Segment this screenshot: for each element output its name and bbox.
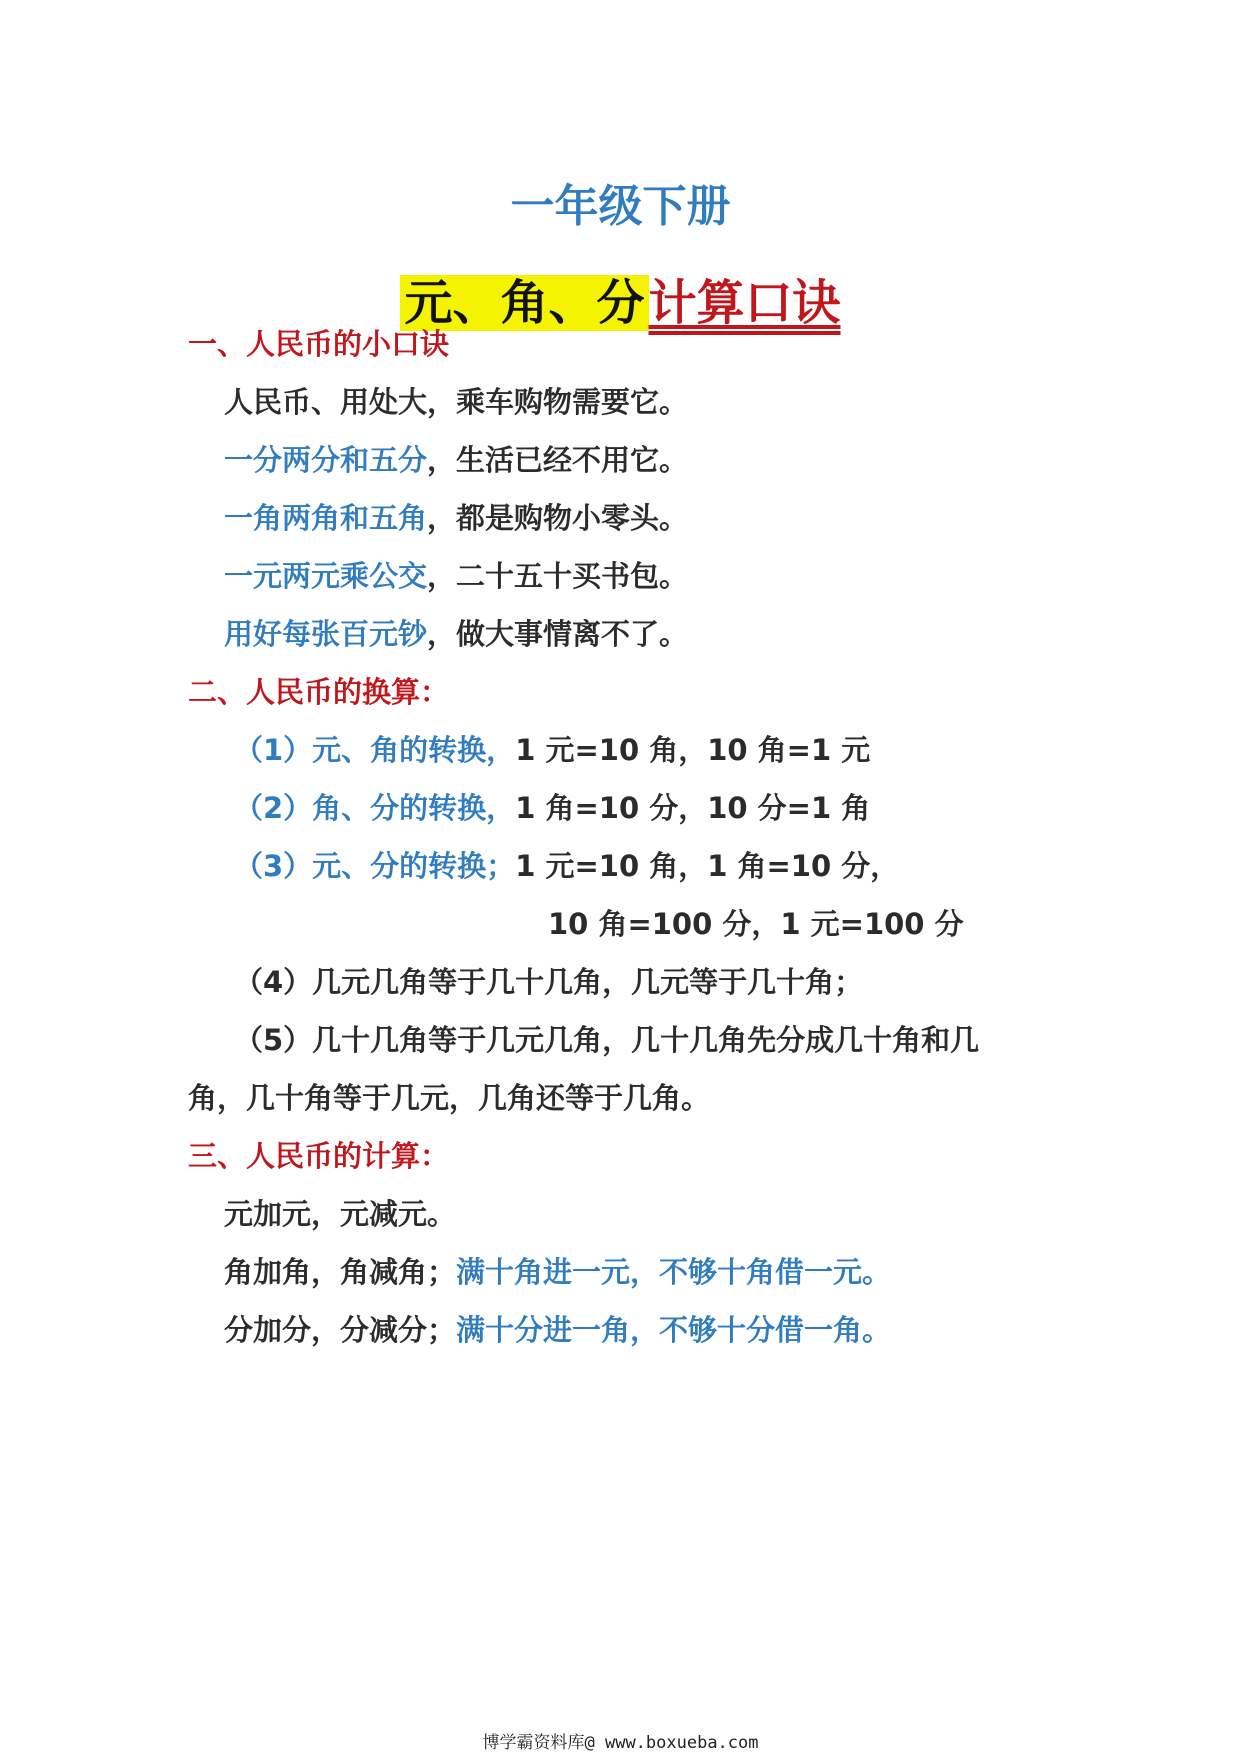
rhyme-line-5-text: ，做大事情离不了。 [427, 617, 689, 651]
rhyme-line-2-text: ，生活已经不用它。 [427, 443, 689, 477]
section1-heading: 一、人民币的小口诀 [188, 327, 450, 361]
calc-line-2-text: 角加角，角减角； [224, 1255, 457, 1289]
rhyme-line-3-text: ，都是购物小零头。 [427, 501, 689, 535]
calc-line-1 [224, 1192, 456, 1233]
conversion-item-3-label: （3）元、分的转换； [234, 849, 516, 883]
conversion-item-5-line-2: 角，几十角等于几元，几角还等于几角。 [188, 1081, 711, 1115]
conversion-item-3 [234, 844, 899, 885]
conversion-item-2 [234, 786, 870, 827]
rhyme-line-2 [224, 438, 688, 479]
conversion-item-2-label: （2）角、分的转换， [234, 791, 516, 825]
footer-watermark: 博学霸资料库@ www.boxueba.com [482, 1733, 759, 1753]
subtitle-highlight: 元、角、分 [400, 275, 648, 331]
subtitle-rest: 计算口诀 [648, 275, 841, 331]
conversion-item-1 [234, 728, 870, 769]
rhyme-line-4-text: ，二十五十买书包。 [427, 559, 689, 593]
calc-line-3 [224, 1308, 891, 1349]
conversion-item-3-value: 1 元=10 角，1 角=10 分， [515, 849, 900, 883]
rhyme-line-4-key: 一元两元乘公交 [224, 559, 428, 593]
rhyme-line-5 [224, 612, 688, 653]
conversion-item-4: （4）几元几角等于几十几角，几元等于几十角； [234, 965, 864, 999]
page-title: 一年级下册 [510, 181, 731, 232]
calc-line-2 [224, 1250, 891, 1291]
conversion-item-1-label: （1）元、角的转换， [234, 733, 516, 767]
conversion-item-5-line-1: （5）几十几角等于几元几角，几十几角先分成几十角和几 [234, 1023, 980, 1057]
calc-line-2-rule: 满十角进一元，不够十角借一元。 [456, 1255, 892, 1289]
calc-line-3-rule: 满十分进一角，不够十分借一角。 [456, 1313, 892, 1347]
rhyme-line-3-key: 一角两角和五角 [224, 501, 428, 535]
calc-line-1-text: 元加元，元减元。 [224, 1197, 457, 1231]
section2-heading: 二、人民币的换算： [188, 675, 450, 709]
rhyme-line-3 [224, 496, 688, 537]
rhyme-line-2-key: 一分两分和五分 [224, 443, 428, 477]
rhyme-line-1-text: 人民币、用处大，乘车购物需要它。 [224, 385, 689, 419]
conversion-item-1-value: 1 元=10 角，10 角=1 元 [515, 733, 871, 767]
conversion-item-2-value: 1 角=10 分，10 分=1 角 [515, 791, 871, 825]
page-subtitle [0, 268, 1241, 338]
section3-heading: 三、人民币的计算： [188, 1139, 450, 1173]
rhyme-line-5-key: 用好每张百元钞 [224, 617, 428, 651]
calc-line-3-text: 分加分，分减分； [224, 1313, 457, 1347]
conversion-item-3-continuation: 10 角=100 分，1 元=100 分 [548, 907, 964, 941]
rhyme-line-4 [224, 554, 688, 595]
rhyme-line-1 [224, 380, 688, 421]
